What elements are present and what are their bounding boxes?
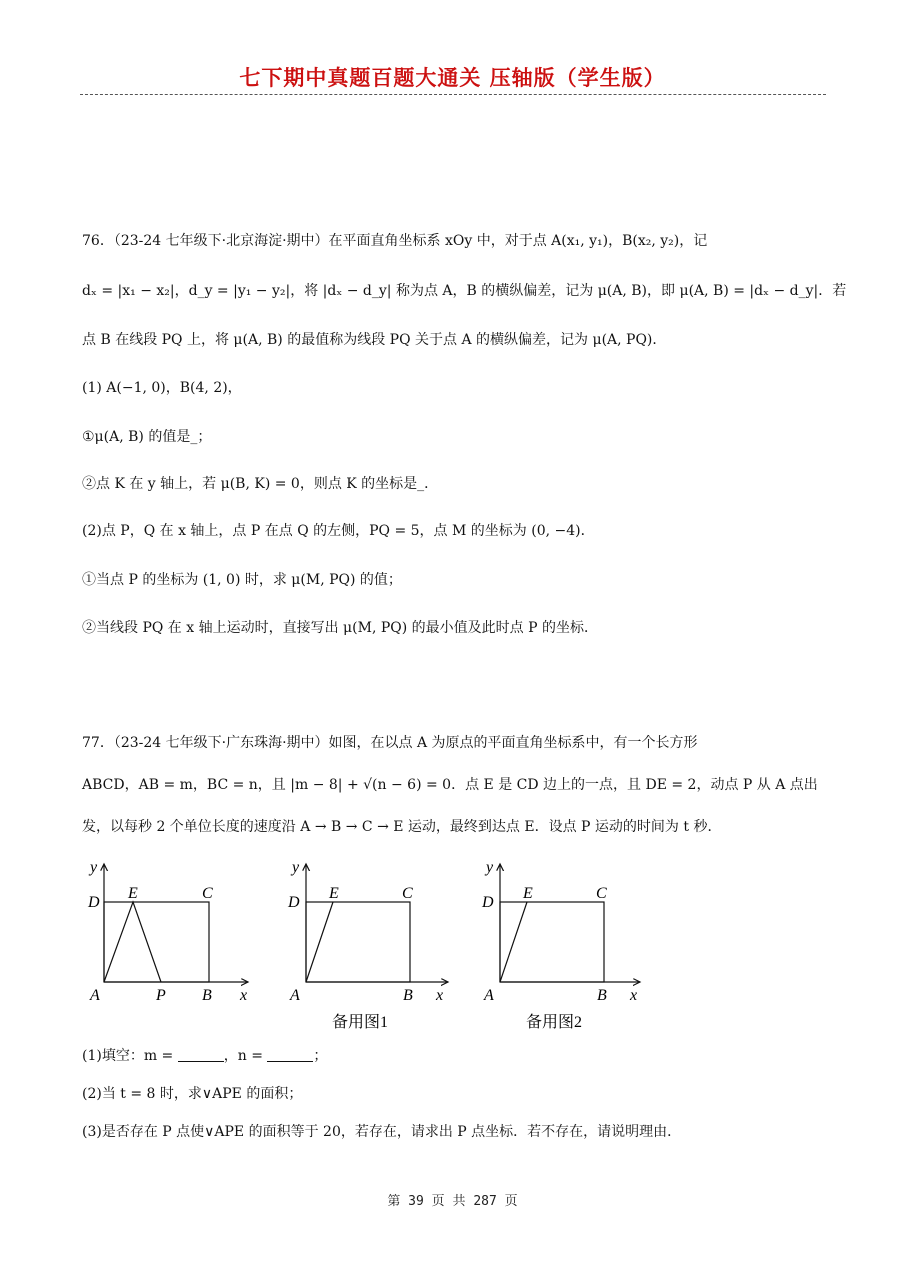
y-axis-label: y [292,859,300,876]
rectangle-abcd [306,902,410,982]
q77-part-2: (2)当 t = 8 时，求∨APE 的面积； [82,1086,303,1102]
x-axis-label: x [436,987,444,1004]
rectangle-abcd [500,902,604,982]
q77-fill-end: ； [313,1048,328,1064]
label-e: E [128,885,138,902]
x-axis-label: x [630,987,638,1004]
label-c: C [402,885,413,902]
q77-part-1 [82,1046,822,1066]
label-p: P [156,987,166,1004]
q76-part-2-b: ②当线段 PQ 在 x 轴上运动时，直接写出 μ(M, PQ) 的最小值及此时点 P 的坐标． [82,620,598,636]
q76-stem-line-3: 点 B 在线段 PQ 上，将 μ(A, B) 的最值称为线段 PQ 关于点 A 的横纵偏差，记为 μ(A, PQ)． [82,332,667,348]
label-b: B [403,987,413,1004]
q76-part-1-b: ②点 K 在 y 轴上，若 μ(B, K) = 0，则点 K 的坐标是_． [82,476,439,492]
q77-stem-line-1: 77．（23-24 七年级下·广东珠海·期中）如图，在以点 A 为原点的平面直角坐标系中，有一个长方形 [82,735,698,751]
q77-fill-mid: ，n = [223,1048,263,1064]
q77-fill-prefix: (1)填空：m = [82,1048,174,1064]
caption-backup-2: 备用图2 [526,1014,583,1031]
label-d: D [88,894,100,911]
label-a: A [290,987,300,1004]
page-header-title: 七下期中真题百题大通关 压轴版（学生版） [239,66,666,90]
label-e: E [329,885,339,902]
label-a: A [484,987,494,1004]
q77-stem-line-3: 发，以每秒 2 个单位长度的速度沿 A → B → C → E 运动，最终到达点 E．设点 P 运动的时间为 t 秒． [82,819,722,835]
label-b: B [597,987,607,1004]
figure-backup-2 [472,858,652,1038]
label-d: D [288,894,300,911]
label-c: C [596,885,607,902]
figure-main [78,858,258,1008]
triangle-ape [104,902,161,982]
q76-part-1: (1) A(−1, 0)，B(4, 2)， [82,380,242,396]
q76-stem-line-2: dₓ = |x₁ − x₂|，d_y = |y₁ − y₂|，将 |dₓ − d_y| 称为点 A，B 的横纵偏差，记为 μ(A, B)，即 μ(A, B) = |dₓ − d_y|．若 [82,283,847,299]
label-b: B [202,987,212,1004]
caption-backup-1: 备用图1 [332,1014,389,1031]
label-e: E [523,885,533,902]
y-axis-label: y [90,859,98,876]
n-answer-blank[interactable] [267,1047,313,1062]
y-axis-label: y [486,859,494,876]
q76-stem-line-1: 76．（23-24 七年级下·北京海淀·期中）在平面直角坐标系 xOy 中，对于点 A(x₁, y₁)，B(x₂, y₂)，记 [82,233,708,249]
q77-part-3: (3)是否存在 P 点使∨APE 的面积等于 20，若存在，请求出 P 点坐标．若不存在，请说明理由． [82,1124,682,1140]
q77-stem-line-2: ABCD，AB = m，BC = n，且 |m − 8| + √(n − 6) = 0．点 E 是 CD 边上的一点，且 DE = 2，动点 P 从 A 点出 [82,777,818,793]
label-d: D [482,894,494,911]
q76-part-2-a: ①当点 P 的坐标为 (1, 0) 时，求 μ(M, PQ) 的值； [82,572,402,588]
segment-ae [306,902,333,982]
header-divider [80,94,826,95]
page-number: 第 39 页 共 287 页 [387,1194,518,1209]
q76-part-2: (2)点 P，Q 在 x 轴上，点 P 在点 Q 的左侧，PQ = 5，点 M 的坐标为 (0, −4)． [82,523,595,539]
figure-backup-1 [276,858,456,1038]
m-answer-blank[interactable] [178,1047,224,1062]
label-a: A [90,987,100,1004]
segment-ae [500,902,527,982]
q76-part-1-a: ①μ(A, B) 的值是_； [82,429,212,445]
x-axis-label: x [240,987,248,1004]
label-c: C [202,885,213,902]
